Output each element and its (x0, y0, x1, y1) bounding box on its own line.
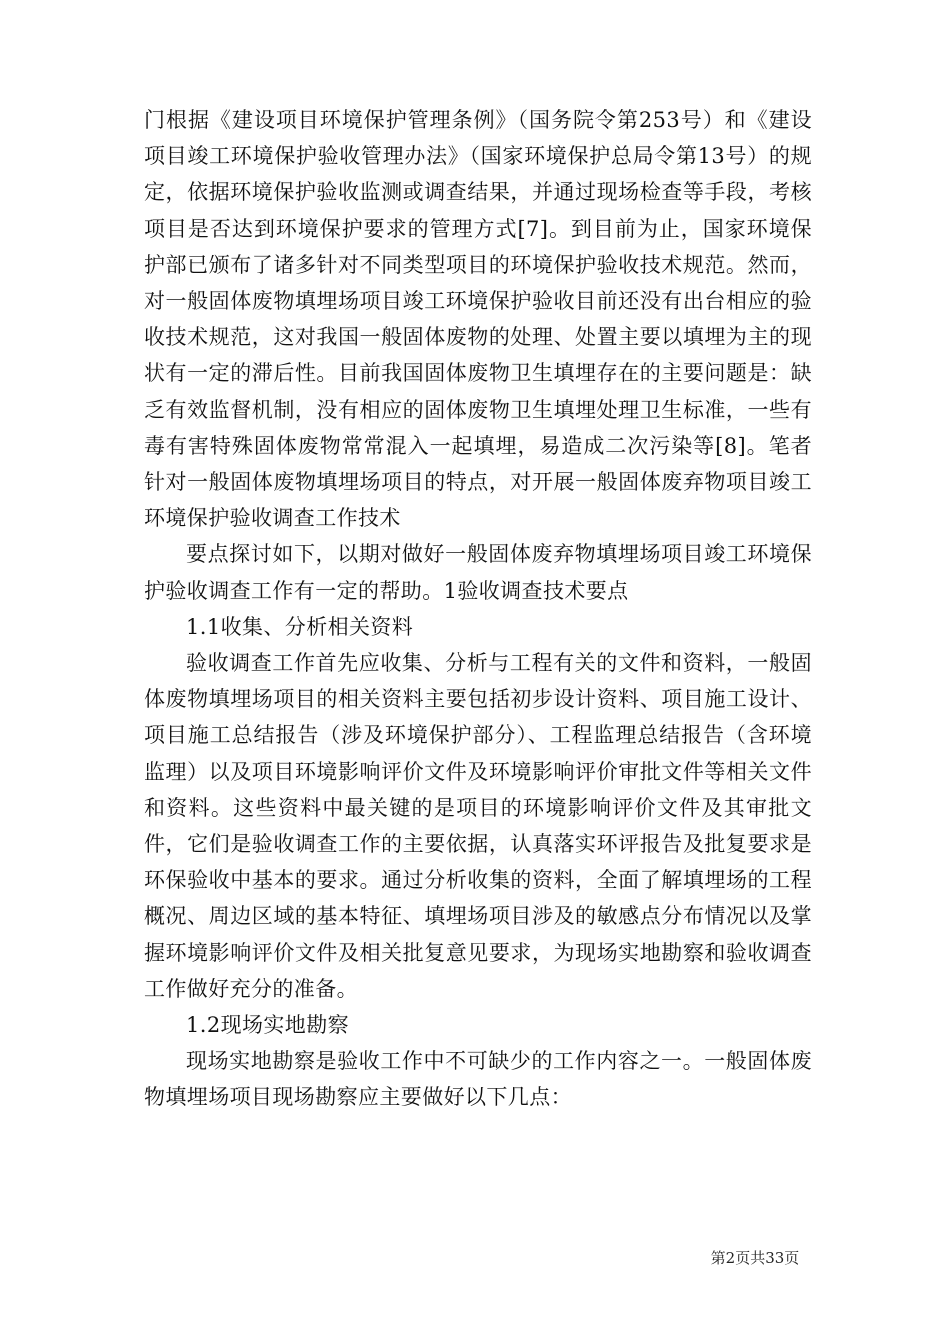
paragraph-site-survey: 现场实地勘察是验收工作中不可缺少的工作内容之一。一般固体废物填埋场项目现场勘察应主要做好以下几点： (144, 1049, 812, 1110)
page-footer (0, 1247, 950, 1268)
paragraph-collect-materials: 验收调查工作首先应收集、分析与工程有关的文件和资料，一般固体废物填埋场项目的相关资料主要包括初步设计资料、项目施工设计、项目施工总结报告（涉及环境保护部分）、工程监理总结报告（含环境监理）以及项目环境影响评价文件及环境影响评价审批文件等相关文件和资料。这些资料中最关键的是项目的环境影响评价文件及其审批文件，它们是验收调查工作的主要依据，认真落实环评报告及批复要求是环保验收中基本的要求。通过分析收集的资料，全面了解填埋场的工程概况、周边区域的基本特征、填埋场项目涉及的敏感点分布情况以及掌握环境影响评价文件及相关批复意见要求，为现场实地勘察和验收调查工作做好充分的准备。 (144, 651, 812, 1001)
section-heading-1-1: 1.1收集、分析相关资料 (186, 614, 414, 639)
page-number: 第2页共33页 (710, 1249, 800, 1267)
paragraph-key-points: 要点探讨如下，以期对做好一般固体废弃物填埋场项目竣工环境保护验收调查工作有一定的帮助。1验收调查技术要点 (144, 542, 812, 603)
document-page (144, 102, 812, 1116)
paragraph-continued: 门根据《建设项目环境保护管理条例》（国务院令第253号）和《建设项目竣工环境保护验收管理办法》（国家环境保护总局令第13号）的规定，依据环境保护验收监测或调查结果，并通过现场检查等手段，考核项目是否达到环境保护要求的管理方式[7]。到目前为止，国家环境保护部已颁布了诸多针对不同类型项目的环境保护验收技术规范。然而，对一般固体废物填埋场项目竣工环境保护验收目前还没有出台相应的验收技术规范，这对我国一般固体废物的处理、处置主要以填埋为主的现状有一定的滞后性。目前我国固体废物卫生填埋存在的主要问题是：缺乏有效监督机制，没有相应的固体废物卫生填埋处理卫生标准，一些有毒有害特殊固体废物常常混入一起填埋，易造成二次污染等[8]。笔者针对一般固体废物填埋场项目的特点，对开展一般固体废弃物项目竣工环境保护验收调查工作技术 (144, 108, 812, 531)
section-heading-1-2: 1.2现场实地勘察 (186, 1013, 349, 1038)
